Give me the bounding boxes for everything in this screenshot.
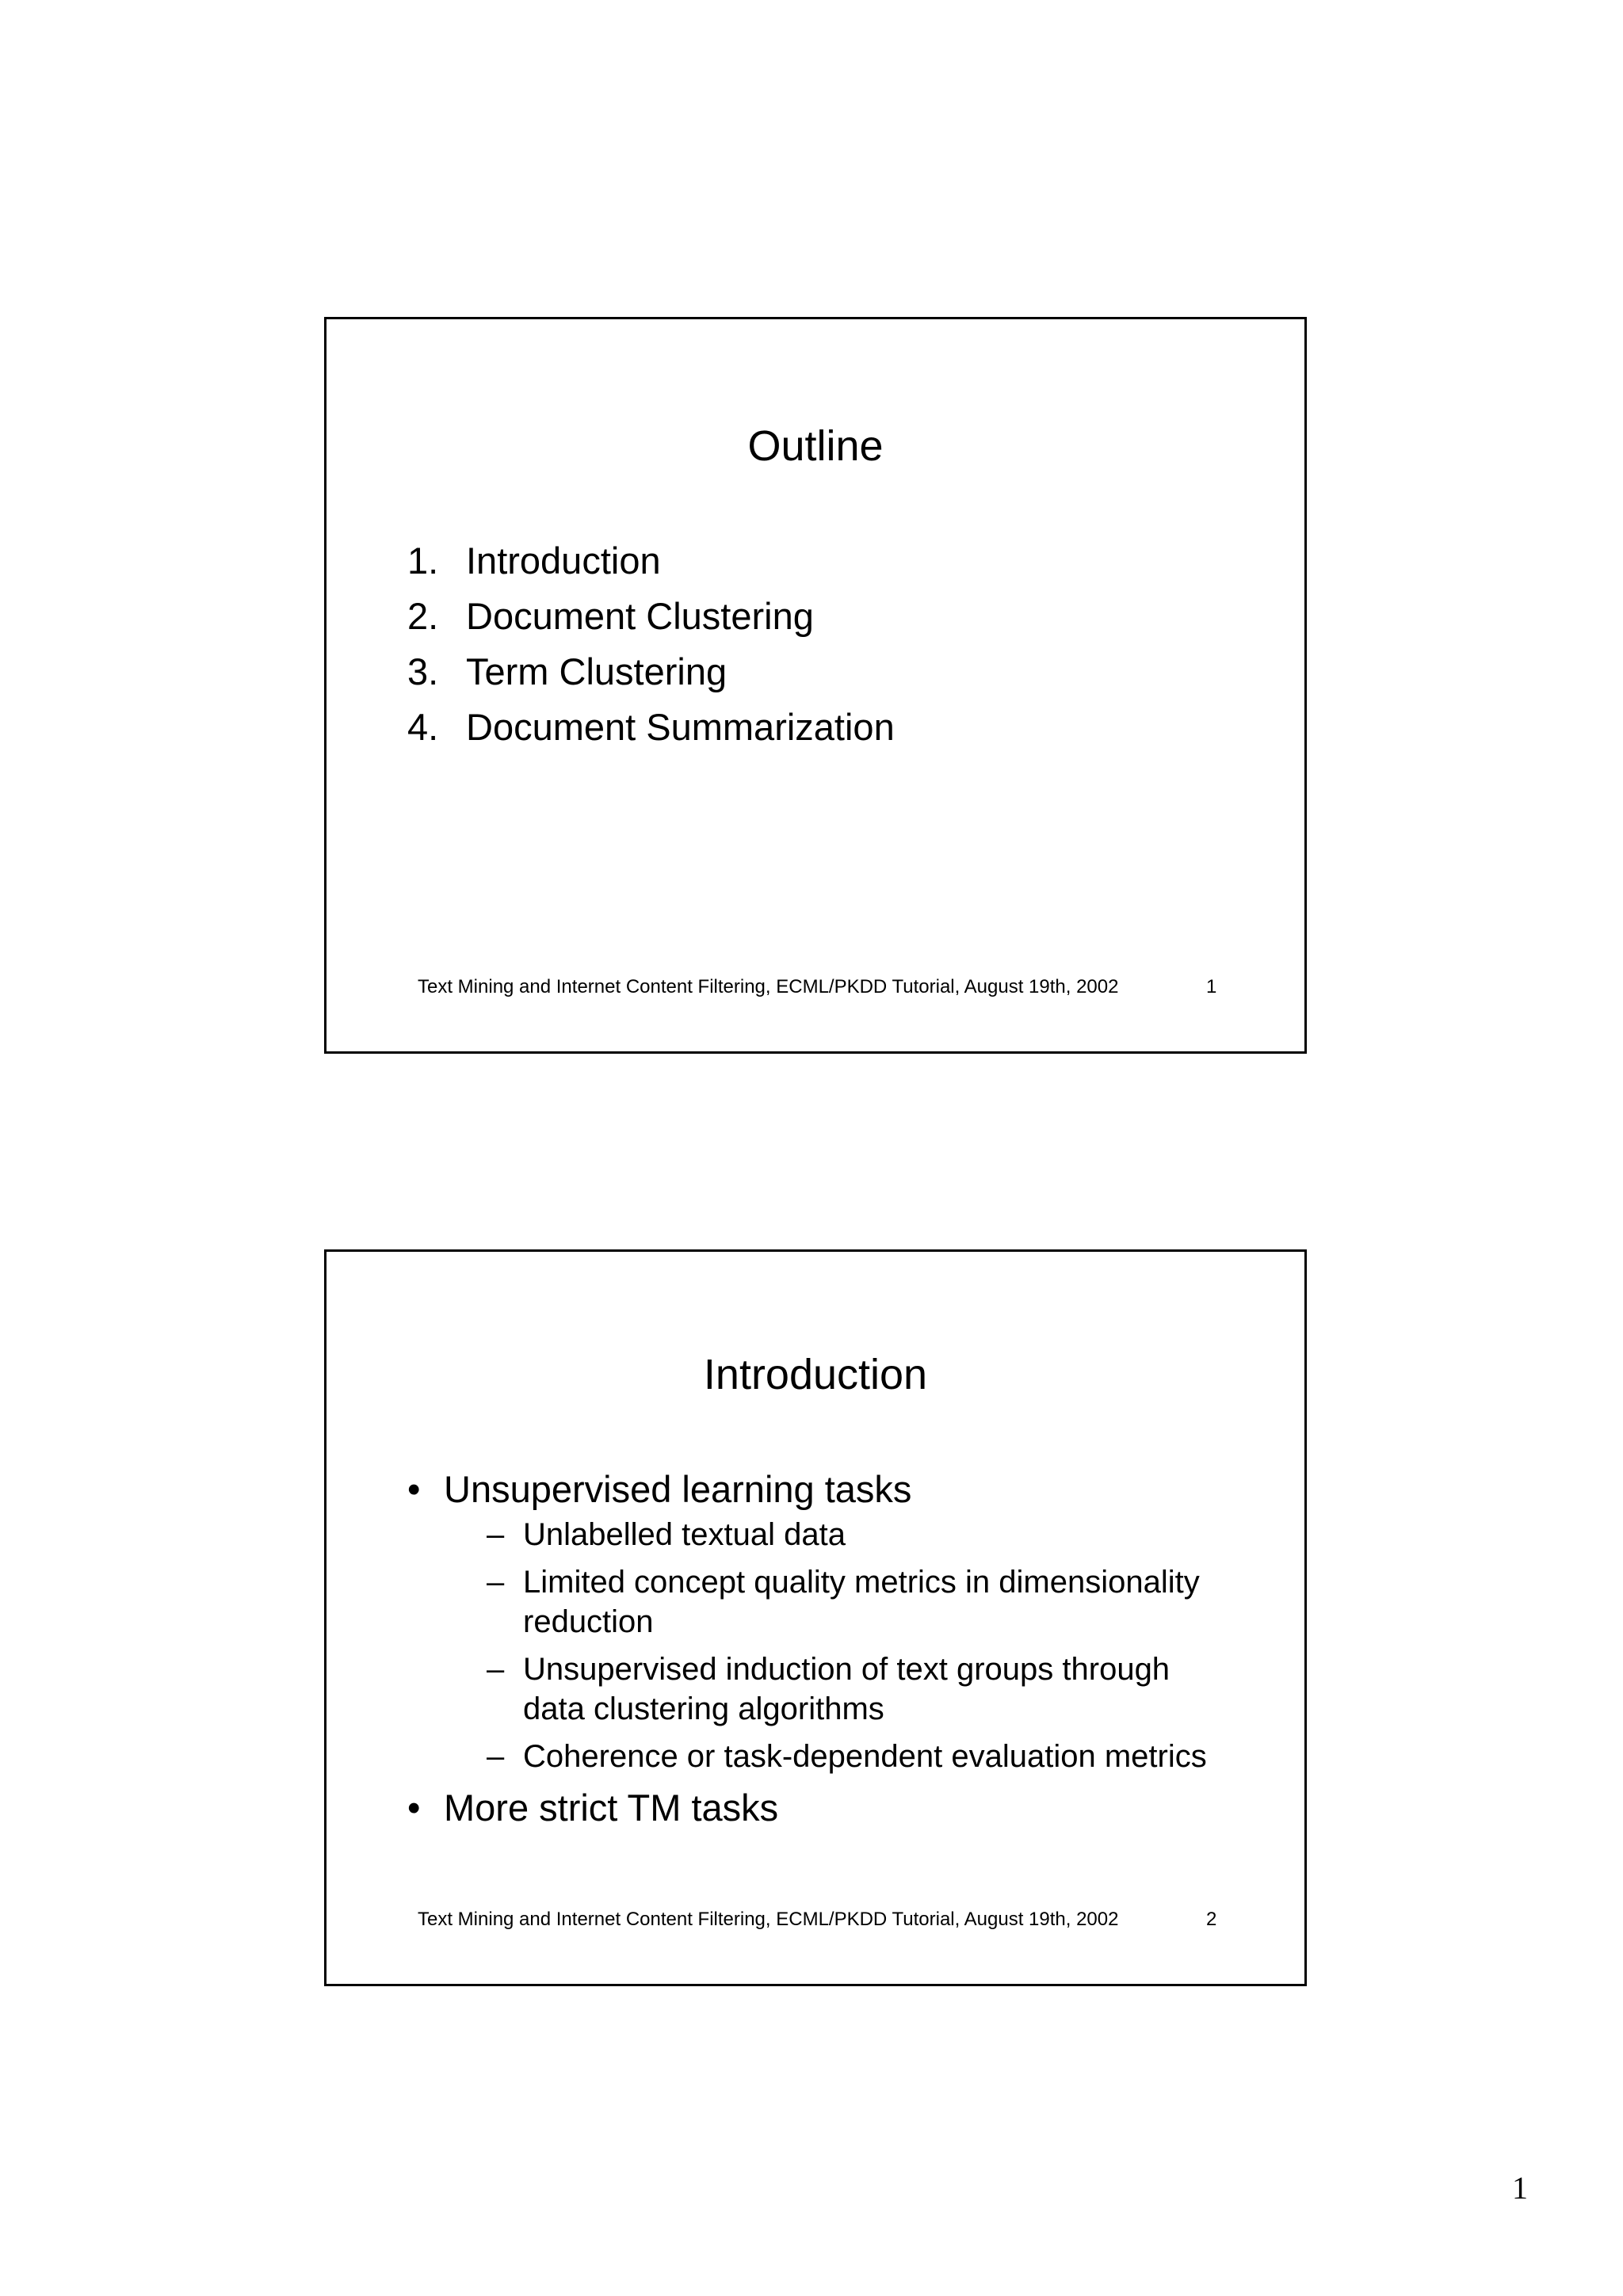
list-number: 2. <box>407 595 439 637</box>
slide-number: 1 <box>1206 976 1217 997</box>
bullet-icon: • <box>407 1787 421 1829</box>
bullet-text: More strict TM tasks <box>444 1787 779 1829</box>
sub-bullet-text: Unsupervised induction of text groups through data clustering algorithms <box>523 1652 1170 1726</box>
list-number: 4. <box>407 706 439 748</box>
list-item-text: Term Clustering <box>466 650 727 692</box>
dash-icon: – <box>487 1652 505 1687</box>
list-item <box>407 589 895 644</box>
sub-bullet-item <box>444 1737 1224 1776</box>
sub-bullet-list <box>444 1515 1224 1776</box>
slide-number: 2 <box>1206 1909 1217 1930</box>
slide-footer: Text Mining and Internet Content Filtering, ECML/PKDD Tutorial, August 19th, 2002 <box>418 1909 1119 1930</box>
list-item-text: Introduction <box>466 540 661 582</box>
list-item-text: Document Summarization <box>466 706 895 748</box>
page-number: 1 <box>1512 2170 1528 2206</box>
slide-introduction <box>324 1249 1307 1986</box>
list-number: 3. <box>407 650 439 692</box>
sub-bullet-item <box>444 1562 1224 1642</box>
list-item <box>407 533 895 589</box>
dash-icon: – <box>487 1517 505 1552</box>
sub-bullet-text: Limited concept quality metrics in dimensionality reduction <box>523 1565 1200 1639</box>
sub-bullet-text: Unlabelled textual data <box>523 1517 846 1552</box>
slide-outline <box>324 317 1307 1054</box>
slide-title: Outline <box>747 422 884 470</box>
bullet-list <box>407 1466 1224 1832</box>
bullet-item <box>407 1466 1224 1776</box>
slide-title: Introduction <box>703 1351 928 1398</box>
dash-icon: – <box>487 1565 505 1600</box>
dash-icon: – <box>487 1739 505 1774</box>
bullet-text: Unsupervised learning tasks <box>444 1468 912 1510</box>
list-item-text: Document Clustering <box>466 595 814 637</box>
slide-footer: Text Mining and Internet Content Filtering, ECML/PKDD Tutorial, August 19th, 2002 <box>418 976 1119 997</box>
list-number: 1. <box>407 540 439 582</box>
bullet-item <box>407 1784 1224 1832</box>
sub-bullet-item <box>444 1650 1224 1729</box>
list-item <box>407 700 895 755</box>
sub-bullet-item <box>444 1515 1224 1554</box>
list-item <box>407 644 895 700</box>
outline-list <box>407 533 895 755</box>
sub-bullet-text: Coherence or task-dependent evaluation metrics <box>523 1739 1207 1774</box>
bullet-icon: • <box>407 1468 421 1510</box>
